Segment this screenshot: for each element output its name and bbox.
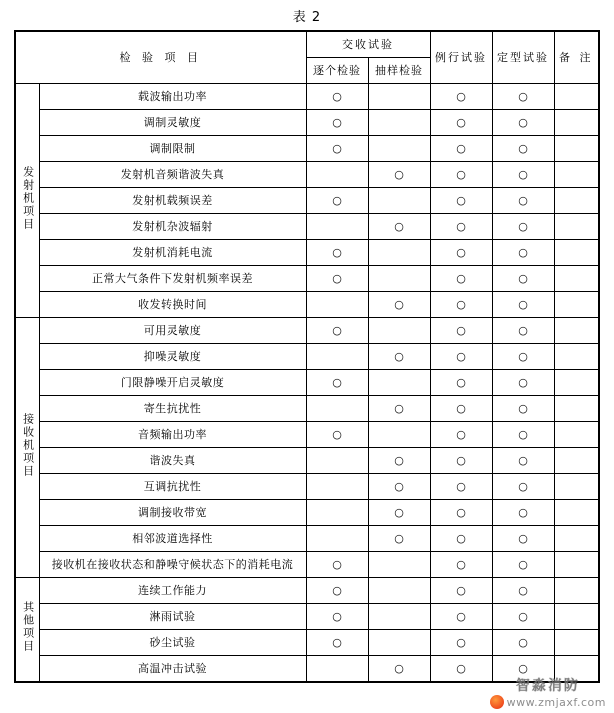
table-row	[15, 317, 599, 343]
row-item-label: 音频输出功率	[39, 421, 306, 447]
cell-sampling: ○	[368, 213, 430, 239]
cell-remark	[554, 629, 599, 655]
row-item-label: 收发转换时间	[39, 291, 306, 317]
cell-routine-test: ○	[430, 629, 492, 655]
cell-remark	[554, 499, 599, 525]
cell-type-test: ○	[492, 473, 554, 499]
table-header	[15, 31, 599, 83]
row-item-label: 发射机杂波辐射	[39, 213, 306, 239]
cell-type-test: ○	[492, 239, 554, 265]
row-item-label: 相邻波道选择性	[39, 525, 306, 551]
row-item-label: 寄生抗扰性	[39, 395, 306, 421]
cell-routine-test: ○	[430, 187, 492, 213]
cell-item-by-item	[306, 161, 368, 187]
cell-item-by-item: ○	[306, 421, 368, 447]
header-inspection-item: 检 验 项 目	[15, 31, 306, 83]
cell-sampling	[368, 317, 430, 343]
cell-type-test: ○	[492, 83, 554, 109]
header-type-test: 定型试验	[492, 31, 554, 83]
cell-type-test: ○	[492, 343, 554, 369]
cell-sampling: ○	[368, 161, 430, 187]
group-label-1	[15, 83, 39, 317]
cell-remark	[554, 343, 599, 369]
table-row	[15, 421, 599, 447]
cell-routine-test: ○	[430, 525, 492, 551]
cell-sampling	[368, 369, 430, 395]
cell-routine-test: ○	[430, 317, 492, 343]
table-row	[15, 551, 599, 577]
header-acceptance-test: 交收试验	[306, 31, 430, 57]
cell-item-by-item: ○	[306, 317, 368, 343]
header-routine-test: 例行试验	[430, 31, 492, 83]
cell-item-by-item	[306, 395, 368, 421]
cell-item-by-item: ○	[306, 265, 368, 291]
cell-remark	[554, 655, 599, 682]
cell-sampling: ○	[368, 525, 430, 551]
cell-remark	[554, 473, 599, 499]
cell-remark	[554, 395, 599, 421]
table-row	[15, 83, 599, 109]
cell-routine-test: ○	[430, 577, 492, 603]
cell-routine-test: ○	[430, 161, 492, 187]
row-item-label: 发射机消耗电流	[39, 239, 306, 265]
cell-routine-test: ○	[430, 291, 492, 317]
cell-sampling	[368, 577, 430, 603]
cell-sampling: ○	[368, 499, 430, 525]
cell-remark	[554, 187, 599, 213]
cell-remark	[554, 447, 599, 473]
table-row	[15, 239, 599, 265]
cell-remark	[554, 135, 599, 161]
cell-remark	[554, 109, 599, 135]
table-row	[15, 135, 599, 161]
cell-item-by-item	[306, 499, 368, 525]
row-item-label: 调制接收带宽	[39, 499, 306, 525]
row-item-label: 抑噪灵敏度	[39, 343, 306, 369]
cell-remark	[554, 369, 599, 395]
row-item-label: 接收机在接收状态和静噪守候状态下的消耗电流	[39, 551, 306, 577]
cell-type-test: ○	[492, 213, 554, 239]
cell-sampling: ○	[368, 655, 430, 682]
table-row	[15, 525, 599, 551]
row-item-label: 连续工作能力	[39, 577, 306, 603]
cell-item-by-item: ○	[306, 109, 368, 135]
cell-item-by-item: ○	[306, 239, 368, 265]
cell-routine-test: ○	[430, 499, 492, 525]
table-row	[15, 161, 599, 187]
cell-routine-test: ○	[430, 265, 492, 291]
row-item-label: 高温冲击试验	[39, 655, 306, 682]
table-row	[15, 447, 599, 473]
group-label-2	[15, 317, 39, 577]
cell-sampling: ○	[368, 395, 430, 421]
cell-type-test: ○	[492, 577, 554, 603]
cell-type-test: ○	[492, 447, 554, 473]
cell-type-test: ○	[492, 109, 554, 135]
header-row-top	[15, 31, 599, 57]
table-row	[15, 291, 599, 317]
cell-remark	[554, 83, 599, 109]
cell-routine-test: ○	[430, 473, 492, 499]
table-row	[15, 629, 599, 655]
row-item-label: 正常大气条件下发射机频率误差	[39, 265, 306, 291]
row-item-label: 谐波失真	[39, 447, 306, 473]
cell-type-test: ○	[492, 369, 554, 395]
table-row	[15, 577, 599, 603]
cell-routine-test: ○	[430, 83, 492, 109]
cell-type-test: ○	[492, 421, 554, 447]
cell-item-by-item: ○	[306, 603, 368, 629]
row-item-label: 门限静噪开启灵敏度	[39, 369, 306, 395]
cell-sampling	[368, 551, 430, 577]
cell-sampling	[368, 629, 430, 655]
cell-type-test: ○	[492, 629, 554, 655]
row-item-label: 砂尘试验	[39, 629, 306, 655]
table-row	[15, 473, 599, 499]
cell-routine-test: ○	[430, 213, 492, 239]
cell-remark	[554, 265, 599, 291]
row-item-label: 调制灵敏度	[39, 109, 306, 135]
cell-type-test: ○	[492, 135, 554, 161]
group-label-3	[15, 577, 39, 682]
cell-type-test: ○	[492, 161, 554, 187]
cell-item-by-item	[306, 291, 368, 317]
cell-item-by-item	[306, 525, 368, 551]
cell-sampling	[368, 603, 430, 629]
table-row	[15, 213, 599, 239]
cell-type-test: ○	[492, 603, 554, 629]
table-row	[15, 109, 599, 135]
cell-routine-test: ○	[430, 395, 492, 421]
cell-sampling: ○	[368, 473, 430, 499]
cell-item-by-item: ○	[306, 629, 368, 655]
watermark-url: www.zmjaxf.com	[506, 696, 606, 709]
cell-routine-test: ○	[430, 551, 492, 577]
cell-item-by-item: ○	[306, 135, 368, 161]
table-row	[15, 655, 599, 682]
cell-routine-test: ○	[430, 603, 492, 629]
table-body	[15, 83, 599, 682]
cell-item-by-item: ○	[306, 187, 368, 213]
table-row	[15, 187, 599, 213]
inspection-items-table	[14, 30, 600, 683]
cell-sampling	[368, 83, 430, 109]
group-label-text: 发射机项目	[21, 165, 35, 231]
cell-sampling	[368, 239, 430, 265]
cell-routine-test: ○	[430, 343, 492, 369]
cell-remark	[554, 421, 599, 447]
table-row	[15, 369, 599, 395]
table-row	[15, 265, 599, 291]
cell-routine-test: ○	[430, 369, 492, 395]
header-remarks: 备 注	[554, 31, 599, 83]
row-item-label: 可用灵敏度	[39, 317, 306, 343]
cell-item-by-item	[306, 343, 368, 369]
cell-type-test: ○	[492, 187, 554, 213]
cell-remark	[554, 577, 599, 603]
cell-item-by-item: ○	[306, 551, 368, 577]
cell-item-by-item	[306, 473, 368, 499]
header-sampling: 抽样检验	[368, 57, 430, 83]
cell-routine-test: ○	[430, 655, 492, 682]
cell-remark	[554, 551, 599, 577]
table-row	[15, 603, 599, 629]
cell-remark	[554, 213, 599, 239]
cell-routine-test: ○	[430, 447, 492, 473]
cell-sampling	[368, 265, 430, 291]
cell-routine-test: ○	[430, 239, 492, 265]
cell-type-test: ○	[492, 499, 554, 525]
cell-sampling	[368, 187, 430, 213]
cell-remark	[554, 291, 599, 317]
row-item-label: 发射机音频谐波失真	[39, 161, 306, 187]
cell-item-by-item	[306, 213, 368, 239]
header-item-by-item: 逐个检验	[306, 57, 368, 83]
cell-item-by-item: ○	[306, 577, 368, 603]
cell-type-test: ○	[492, 317, 554, 343]
cell-item-by-item	[306, 447, 368, 473]
table-row	[15, 343, 599, 369]
cell-item-by-item	[306, 655, 368, 682]
cell-type-test: ○	[492, 525, 554, 551]
cell-type-test: ○	[492, 265, 554, 291]
group-label-text: 其他项目	[21, 601, 35, 654]
cell-type-test: ○	[492, 551, 554, 577]
cell-sampling: ○	[368, 343, 430, 369]
cell-sampling	[368, 421, 430, 447]
row-item-label: 调制限制	[39, 135, 306, 161]
cell-sampling	[368, 135, 430, 161]
cell-routine-test: ○	[430, 135, 492, 161]
cell-sampling: ○	[368, 447, 430, 473]
document-page	[0, 6, 614, 713]
row-item-label: 发射机载频误差	[39, 187, 306, 213]
cell-remark	[554, 603, 599, 629]
cell-item-by-item: ○	[306, 369, 368, 395]
cell-remark	[554, 161, 599, 187]
cell-item-by-item: ○	[306, 83, 368, 109]
cell-type-test: ○	[492, 655, 554, 682]
table-row	[15, 499, 599, 525]
cell-routine-test: ○	[430, 109, 492, 135]
cell-remark	[554, 239, 599, 265]
row-item-label: 载波输出功率	[39, 83, 306, 109]
cell-sampling	[368, 109, 430, 135]
row-item-label: 互调抗扰性	[39, 473, 306, 499]
cell-routine-test: ○	[430, 421, 492, 447]
group-label-text: 接收机项目	[21, 412, 35, 478]
table-row	[15, 395, 599, 421]
cell-type-test: ○	[492, 395, 554, 421]
cell-remark	[554, 317, 599, 343]
row-item-label: 淋雨试验	[39, 603, 306, 629]
cell-type-test: ○	[492, 291, 554, 317]
table-caption: 表 2	[292, 10, 322, 25]
cell-remark	[554, 525, 599, 551]
watermark-title: 智淼消防	[515, 678, 580, 694]
cell-sampling: ○	[368, 291, 430, 317]
